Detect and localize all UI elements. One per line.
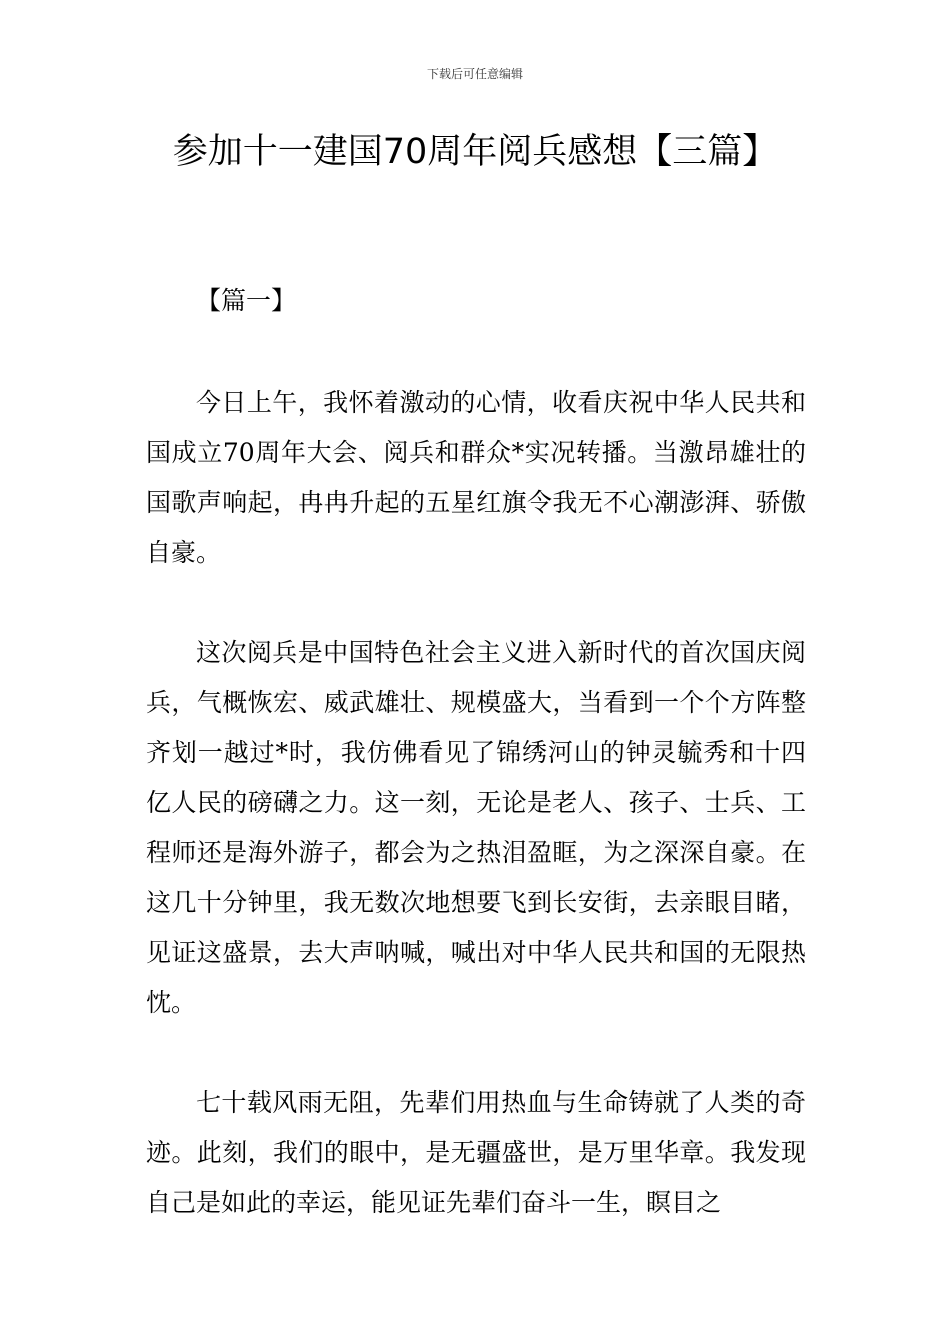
document-title: 参加十一建国70周年阅兵感想【三篇】 (172, 132, 778, 172)
document-body (146, 276, 806, 1228)
paragraph-2: 这次阅兵是中国特色社会主义进入新时代的首次国庆阅兵，气概恢宏、威武雄壮、规模盛大，当看到一个个方阵整齐划一越过*时，我仿佛看见了锦绣河山的钟灵毓秀和十四亿人民的磅礴之力。这一刻，无论是老人、孩子、士兵、工程师还是海外游子，都会为之热泪盈眶，为之深深自豪。在这几十分钟里，我无数次地想要飞到长安街，去亲眼目睹，见证这盛景，去大声呐喊，喊出对中华人民共和国的无限热忱。 (146, 638, 806, 1017)
spacer (146, 326, 806, 378)
header-note: 下载后可任意编辑 (426, 67, 523, 81)
spacer (146, 578, 806, 628)
paragraph-3: 七十载风雨无阻，先辈们用热血与生命铸就了人类的奇迹。此刻，我们的眼中，是无疆盛世，是万里华章。我发现自己是如此的幸运，能见证先辈们奋斗一生，瞑目之 (146, 1088, 806, 1217)
section-heading: 【篇一】 (196, 286, 297, 315)
paragraph-1: 今日上午，我怀着激动的心情，收看庆祝中华人民共和国成立70周年大会、阅兵和群众*实况转播。当激昂雄壮的国歌声响起，冉冉升起的五星红旗令我无不心潮澎湃、骄傲自豪。 (146, 388, 806, 567)
spacer (146, 1028, 806, 1078)
